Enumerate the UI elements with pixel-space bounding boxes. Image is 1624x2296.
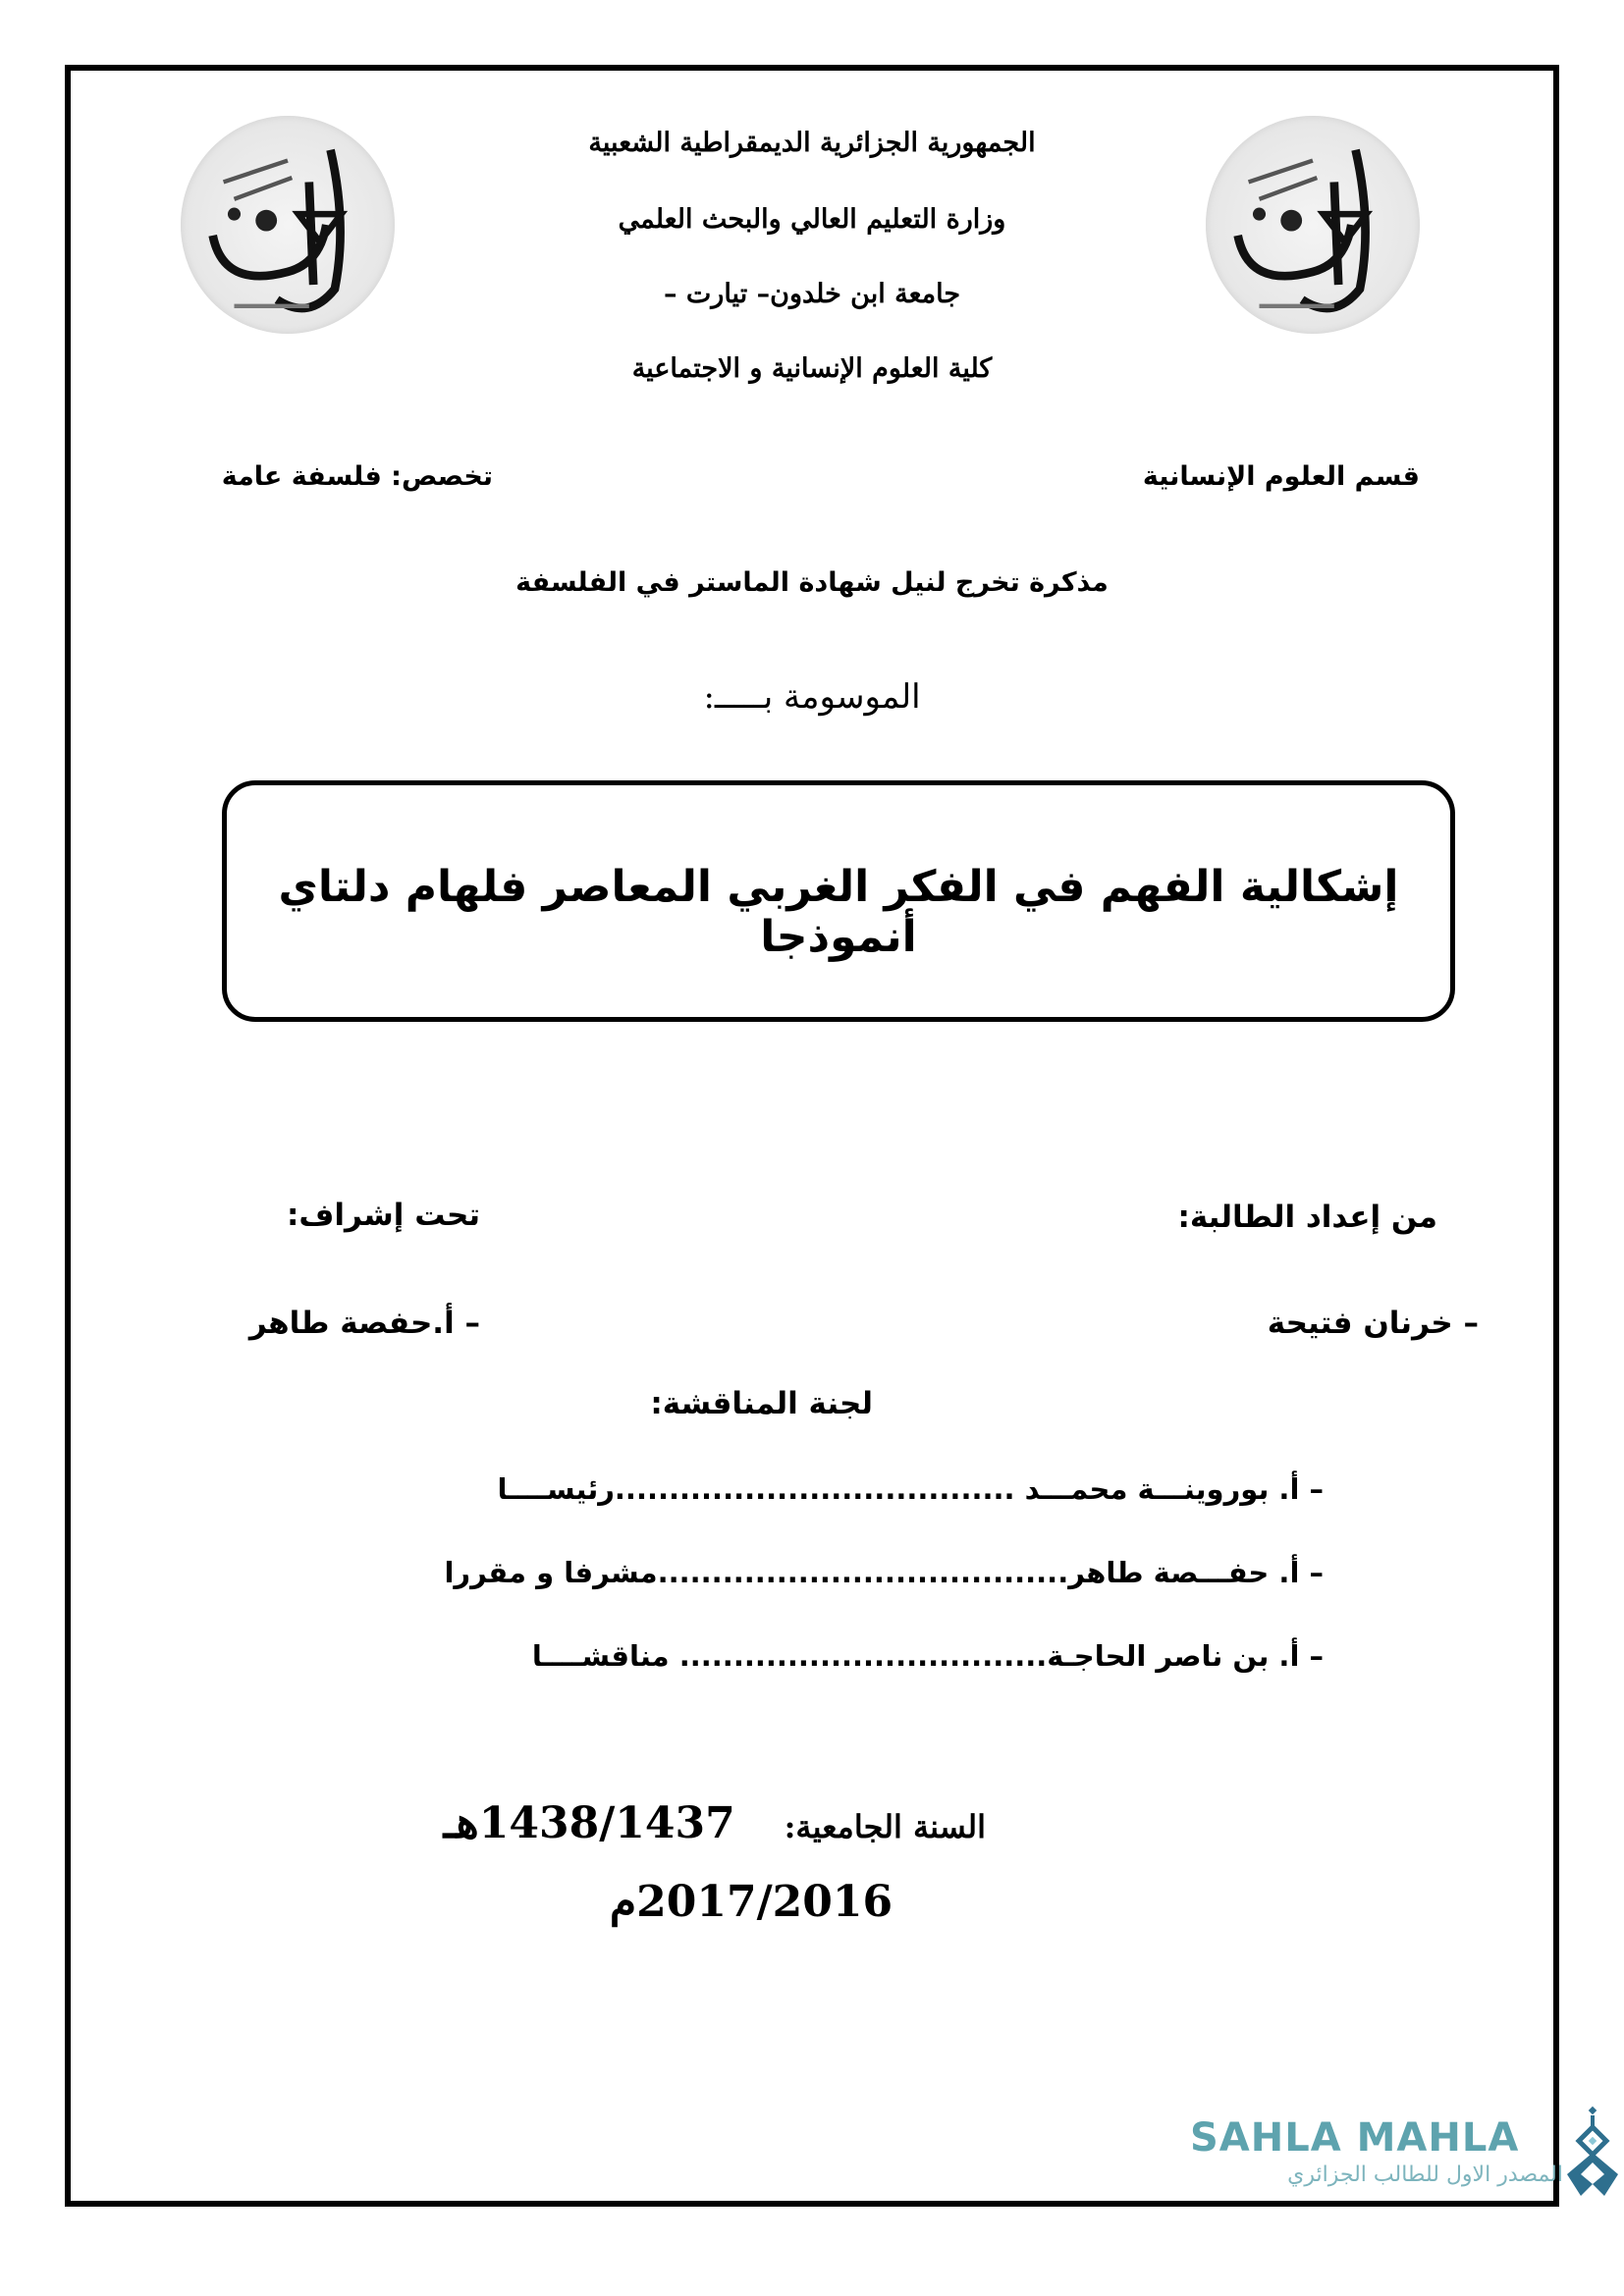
- academic-year-hijri-row: [444, 1798, 986, 1848]
- committee-member-examiner: – أ. بن ناصر الحاجـة.................................. مناقشــــا: [531, 1639, 1324, 1673]
- academic-year-label: السنة الجامعية:: [784, 1808, 986, 1845]
- sahla-mahla-logo-icon: [1561, 2106, 1624, 2204]
- student-name: – خرنان فتيحة: [1267, 1306, 1479, 1341]
- specialty-label: تخصص: فلسفة عامة: [221, 461, 493, 492]
- thesis-title: إشكالية الفهم في الفكر الغربي المعاصر فلهام دلتاي أنموذجا: [278, 862, 1399, 962]
- ministry-heading: وزارة التعليم العالي والبحث العلمي: [618, 204, 1006, 235]
- republic-heading: الجمهورية الجزائرية الديمقراطية الشعبية: [588, 128, 1036, 158]
- committee-member-president: – أ. بوروينـــة محمـــد .....................................رئيســــا: [497, 1472, 1324, 1506]
- supervisor-name: – أ.حفصة طاهر: [248, 1306, 480, 1341]
- department-label: قسم العلوم الإنسانية: [1142, 461, 1420, 492]
- academic-year-hijri: 1438/1437هـ: [443, 1798, 735, 1848]
- watermark-tagline: المصدر الاول للطالب الجزائري: [1287, 2163, 1563, 2187]
- watermark-brand: SAHLA MAHLA: [1190, 2115, 1520, 2161]
- thesis-type: مذكرة تخرج لنيل شهادة الماستر في الفلسفة: [515, 567, 1109, 598]
- titled-by-label: الموسومة بـــــ:: [703, 677, 921, 717]
- committee-label: لجنة المناقشة:: [650, 1386, 873, 1421]
- committee-member-supervisor: – أ. حفـــصة طاهر......................................مشرفا و مقررا: [444, 1556, 1324, 1589]
- thesis-title-box: [222, 780, 1455, 1022]
- prepared-by-label: من إعداد الطالبة:: [1177, 1200, 1437, 1235]
- faculty-heading: كلية العلوم الإنسانية و الاجتماعية: [631, 353, 993, 384]
- academic-year-gregorian: 2017/2016م: [609, 1877, 893, 1927]
- supervision-label: تحت إشراف:: [286, 1198, 480, 1233]
- university-heading: جامعة ابن خلدون– تيارت –: [663, 279, 961, 309]
- sahla-mahla-watermark: [1168, 2106, 1624, 2204]
